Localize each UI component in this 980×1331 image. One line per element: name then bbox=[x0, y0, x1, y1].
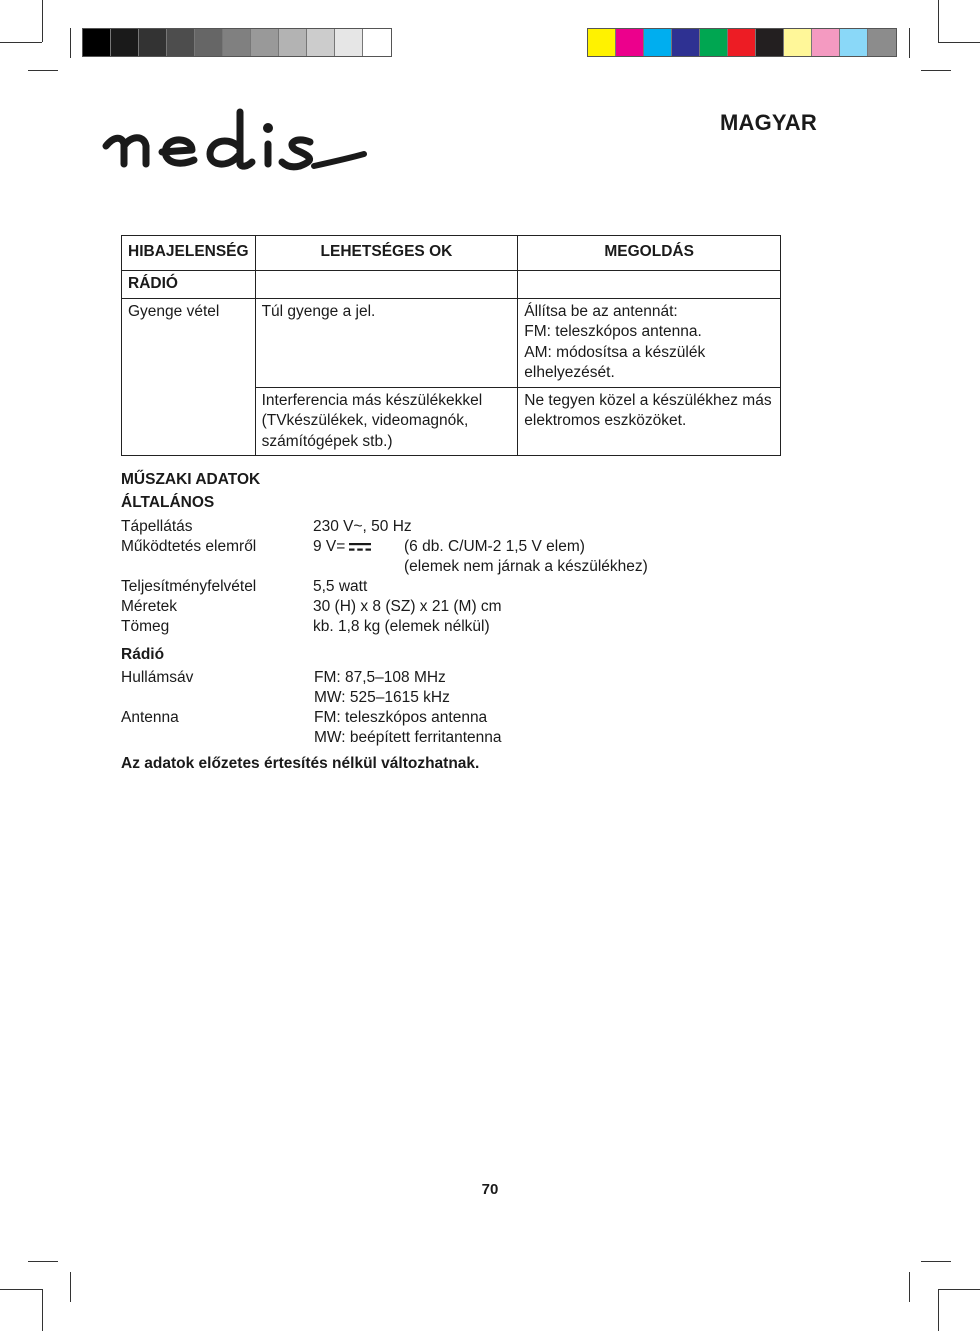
color-swatch bbox=[784, 29, 812, 56]
grayscale-swatch bbox=[83, 29, 111, 56]
color-swatch bbox=[700, 29, 728, 56]
header-cause: LEHETSÉGES OK bbox=[255, 236, 518, 271]
color-swatch bbox=[644, 29, 672, 56]
grayscale-swatch bbox=[363, 29, 391, 56]
color-swatch bbox=[588, 29, 616, 56]
spec-label: Hullámsáv bbox=[121, 669, 194, 686]
grayscale-swatch bbox=[251, 29, 279, 56]
spec-value: kb. 1,8 kg (elemek nélkül) bbox=[313, 618, 490, 635]
spec-value: 5,5 watt bbox=[313, 578, 368, 595]
spec-value: 230 V~, 50 Hz bbox=[313, 518, 412, 535]
color-swatch bbox=[840, 29, 868, 56]
spec-value: MW: beépített ferritantenna bbox=[314, 729, 502, 746]
grayscale-swatch bbox=[307, 29, 335, 56]
color-swatch bbox=[616, 29, 644, 56]
spec-value: MW: 525–1615 kHz bbox=[314, 689, 450, 706]
color-swatch bbox=[756, 29, 784, 56]
spec-label: Tömeg bbox=[121, 618, 170, 635]
grayscale-swatch bbox=[139, 29, 167, 56]
spec-label: Teljesítményfelvétel bbox=[121, 578, 257, 595]
table-section-row bbox=[122, 271, 781, 299]
empty-cell bbox=[255, 271, 518, 299]
grayscale-swatch bbox=[167, 29, 195, 56]
spec-label: Antenna bbox=[121, 709, 179, 726]
specs-title: MŰSZAKI ADATOK bbox=[121, 471, 261, 488]
spec-value: FM: teleszkópos antenna bbox=[314, 709, 488, 726]
table-header-row bbox=[122, 236, 781, 271]
color-calibration-bar bbox=[587, 28, 897, 57]
battery-voltage: 9 V= bbox=[313, 538, 346, 555]
cause-cell: Interferencia más készülékekkel (TVkészülékek, videomagnók, számítógépek stb.) bbox=[255, 387, 518, 456]
spec-value bbox=[313, 537, 371, 557]
page-number: 70 bbox=[481, 1181, 499, 1198]
color-swatch bbox=[672, 29, 700, 56]
symptom-cell: Gyenge vétel bbox=[122, 298, 256, 456]
solution-cell: Állítsa be az antennát: FM: teleszkópos antenna. AM: módosítsa a készülék elhelyezését. bbox=[518, 298, 781, 387]
spec-value: FM: 87,5–108 MHz bbox=[314, 669, 446, 686]
disclaimer: Az adatok előzetes értesítés nélkül változhatnak. bbox=[121, 755, 480, 772]
spec-note: (6 db. C/UM-2 1,5 V elem) bbox=[404, 538, 585, 555]
grayscale-swatch bbox=[335, 29, 363, 56]
cause-cell: Túl gyenge a jel. bbox=[255, 298, 518, 387]
solution-cell: Ne tegyen közel a készülékhez más elektromos eszközöket. bbox=[518, 387, 781, 456]
radio-title: Rádió bbox=[121, 646, 165, 663]
spec-label: Tápellátás bbox=[121, 518, 193, 535]
header-solution: MEGOLDÁS bbox=[518, 236, 781, 271]
section-radio: RÁDIÓ bbox=[122, 271, 256, 299]
general-title: ÁLTALÁNOS bbox=[121, 494, 215, 511]
spec-label: Működtetés elemről bbox=[121, 538, 257, 555]
spec-note: (elemek nem járnak a készülékhez) bbox=[404, 558, 648, 575]
color-swatch bbox=[812, 29, 840, 56]
grayscale-swatch bbox=[195, 29, 223, 56]
spec-value: 30 (H) x 8 (SZ) x 21 (M) cm bbox=[313, 598, 502, 615]
empty-cell bbox=[518, 271, 781, 299]
color-swatch bbox=[728, 29, 756, 56]
nedis-logo bbox=[100, 102, 370, 178]
header-symptom: HIBAJELENSÉG bbox=[122, 236, 256, 271]
grayscale-swatch bbox=[111, 29, 139, 56]
dc-symbol-icon bbox=[349, 542, 371, 552]
spec-label: Méretek bbox=[121, 598, 177, 615]
grayscale-swatch bbox=[223, 29, 251, 56]
table-row bbox=[122, 298, 781, 387]
troubleshooting-table bbox=[121, 235, 781, 456]
grayscale-swatch bbox=[279, 29, 307, 56]
grayscale-calibration-bar bbox=[82, 28, 392, 57]
language-label: MAGYAR bbox=[720, 110, 817, 135]
color-swatch bbox=[868, 29, 896, 56]
